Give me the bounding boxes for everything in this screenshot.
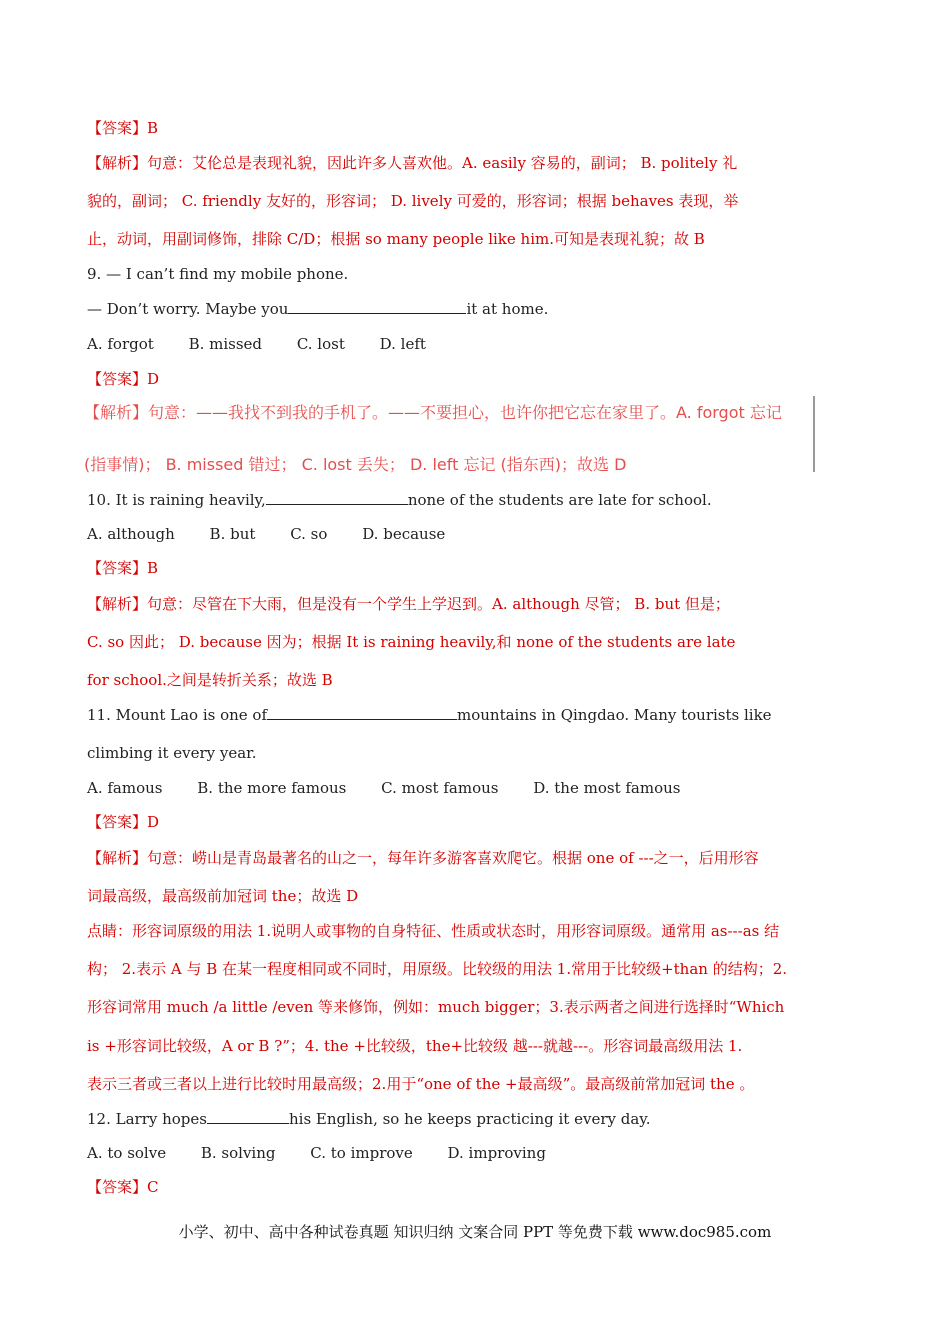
q11-option-c: C. most famous	[381, 779, 499, 797]
q11-question-line-2: climbing it every year.	[87, 744, 257, 762]
q10-option-c: C. so	[290, 525, 328, 543]
q10-analysis-line-3: for school.之间是转折关系；故选 B	[87, 671, 333, 689]
q10-options	[87, 524, 864, 544]
q12-options	[87, 1143, 864, 1163]
q8-analysis-line-1: 【解析】句意：艾伦总是表现礼貌，因此许多人喜欢他。A. easily 容易的，副词； B. politely 礼	[87, 154, 738, 172]
q11-answer: 【答案】D	[87, 813, 160, 831]
q8-answer: 【答案】B	[87, 119, 159, 137]
q10-text-after: none of the students are late for school.	[407, 491, 712, 509]
q11-tip-line-2: 构； 2.表示 A 与 B 在某一程度相同或不同时，用原级。比较级的用法 1.常用于比较级+than 的结构；2.	[87, 960, 788, 978]
q10-analysis-line-2: C. so 因此； D. because 因为；根据 It is raining heavily,和 none of the students are late	[87, 633, 736, 651]
q11-option-b: B. the more famous	[197, 779, 347, 797]
q9-dialog-line	[87, 299, 864, 319]
q9-analysis-image-line-2: (指事情)； B. missed 错过； C. lost 丢失； D. left 忘记 (指东西)；故选 D	[84, 455, 627, 474]
q11-analysis-line-2: 词最高级，最高级前加冠词 the；故选 D	[87, 887, 359, 905]
page-footer: 小学、初中、高中各种试卷真题 知识归纳 文案合同 PPT 等免费下载 www.doc985.com	[178, 1223, 772, 1241]
q11-options	[87, 778, 864, 798]
q11-question	[87, 705, 864, 725]
q10-option-a: A. although	[87, 525, 175, 543]
q11-tip-line-3: 形容词常用 much /a little /even 等来修饰，例如：much bigger；3.表示两者之间进行选择时“Which	[87, 998, 785, 1016]
q8-analysis-line-3: 止，动词，用副词修饰，排除 C/D；根据 so many people like him.可知是表现礼貌；故 B	[87, 230, 705, 248]
q12-question	[87, 1109, 864, 1129]
q10-blank	[266, 490, 408, 505]
q9-answer: 【答案】D	[87, 370, 160, 388]
q11-analysis-line-1: 【解析】句意：崂山是青岛最著名的山之一，每年许多游客喜欢爬它。根据 one of ---之一，后用形容	[87, 849, 759, 867]
q10-question	[87, 490, 864, 510]
q11-text-after: mountains in Qingdao. Many tourists like	[457, 706, 772, 724]
q11-tip-line-1: 点睛：形容词原级的用法 1.说明人或事物的自身特征、性质或状态时，用形容词原级。通常用 as---as 结	[87, 922, 780, 940]
q8-analysis-line-2: 貌的，副词； C. friendly 友好的，形容词； D. lively 可爱的，形容词；根据 behaves 表现，举	[87, 192, 739, 210]
q11-blank	[267, 705, 457, 720]
q12-text-before: 12. Larry hopes	[87, 1110, 207, 1128]
q10-text-before: 10. It is raining heavily,	[87, 491, 266, 509]
q10-analysis-line-1: 【解析】句意：尽管在下大雨，但是没有一个学生上学迟到。A. although 尽管； B. but 但是；	[87, 595, 730, 613]
q12-answer: 【答案】C	[87, 1178, 159, 1196]
q10-answer: 【答案】B	[87, 559, 159, 577]
q9-blank	[288, 299, 466, 314]
q9-analysis-image	[84, 396, 815, 472]
q9-text-after: it at home.	[466, 300, 549, 318]
q10-option-d: D. because	[362, 525, 446, 543]
q9-options	[87, 334, 864, 354]
q12-text-after: his English, so he keeps practicing it every day.	[288, 1110, 651, 1128]
q12-option-c: C. to improve	[310, 1144, 413, 1162]
q10-option-b: B. but	[209, 525, 256, 543]
q9-option-d: D. left	[379, 335, 426, 353]
q11-tip-line-4: is +形容词比较级，A or B ?”；4. the +比较级，the+比较级 越---就越---。形容词最高级用法 1.	[87, 1037, 743, 1055]
q9-option-b: B. missed	[188, 335, 263, 353]
q12-blank	[207, 1109, 289, 1124]
q11-option-a: A. famous	[87, 779, 163, 797]
q9-option-a: A. forgot	[87, 335, 154, 353]
q11-tip-line-5: 表示三者或三者以上进行比较时用最高级；2.用于“one of the +最高级”。最高级前常加冠词 the 。	[87, 1075, 755, 1093]
q9-question: 9. — I can’t find my mobile phone.	[87, 265, 349, 283]
q11-option-d: D. the most famous	[533, 779, 681, 797]
q12-option-d: D. improving	[447, 1144, 546, 1162]
q9-analysis-image-line-1: 【解析】句意：——我找不到我的手机了。——不要担心，也许你把它忘在家里了。A. forgot 忘记	[84, 403, 782, 422]
q12-option-a: A. to solve	[87, 1144, 167, 1162]
q9-option-c: C. lost	[296, 335, 345, 353]
q11-text-before: 11. Mount Lao is one of	[87, 706, 268, 724]
q12-option-b: B. solving	[200, 1144, 276, 1162]
q9-text-before: — Don’t worry. Maybe you	[87, 300, 289, 318]
